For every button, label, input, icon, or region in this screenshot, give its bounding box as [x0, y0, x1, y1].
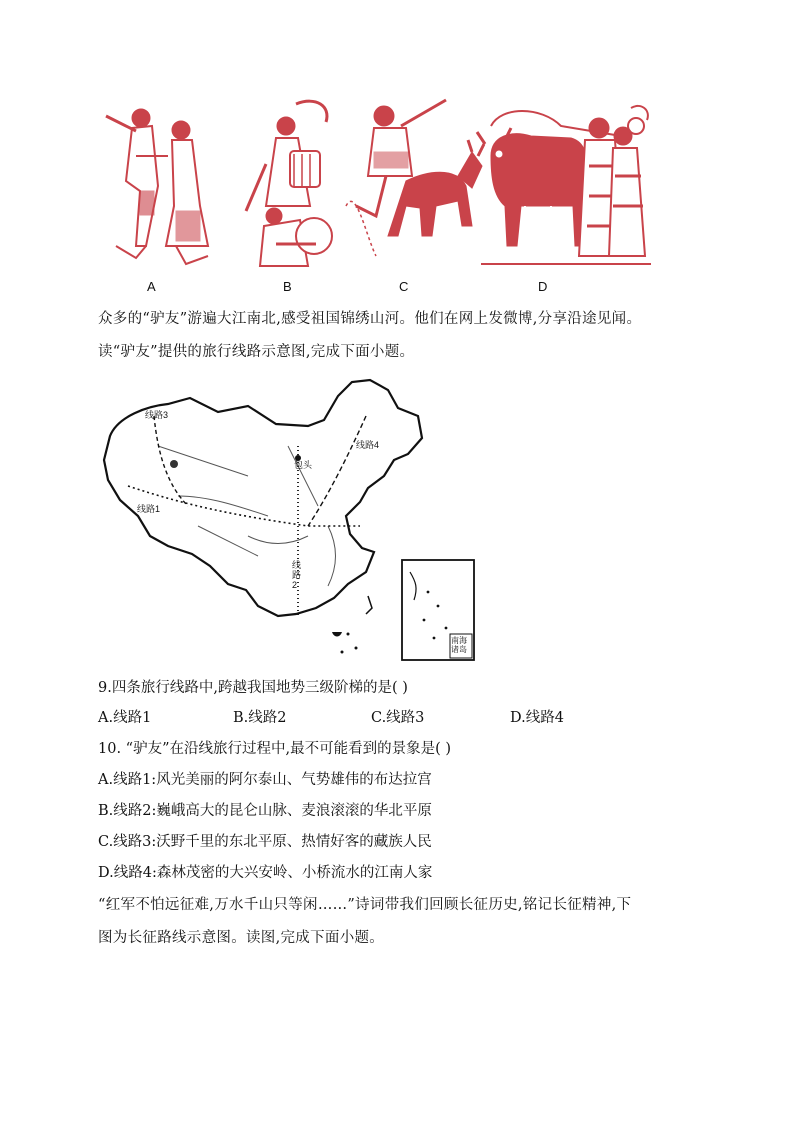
- question-9-option-c[interactable]: C.线路3: [371, 710, 425, 726]
- map-label-route1: 线路1: [137, 504, 161, 514]
- outro-line-1: “红军不怕远征难,万水千山只等闲……”诗词带我们回顾长征历史,铭记长征精神,下: [98, 897, 632, 913]
- figure-label-c: C: [399, 279, 409, 294]
- figure-label-d: D: [538, 279, 548, 294]
- figure-label-b: B: [283, 279, 292, 294]
- map-label-city: 包头: [294, 460, 313, 470]
- map-label-route4: 线路4: [356, 440, 380, 450]
- paper-cut-couple-icon: [106, 109, 208, 264]
- question-9-option-d[interactable]: D.线路4: [510, 710, 564, 726]
- outro-line-2: 图为长征路线示意图。读图,完成下面小题。: [98, 930, 385, 946]
- paper-cut-figures: [96, 96, 656, 272]
- paper-cut-drum-dancer-icon: [246, 101, 332, 266]
- question-9-option-b[interactable]: B.线路2: [233, 710, 287, 726]
- figure-label-a: A: [147, 279, 156, 294]
- question-9-option-a[interactable]: A.线路1: [98, 710, 152, 726]
- intro-line-2: 读“驴友”提供的旅行线路示意图,完成下面小题。: [98, 344, 415, 360]
- paper-cut-yak-icon: [477, 106, 651, 264]
- question-9-stem: 9.四条旅行线路中,跨越我国地势三级阶梯的是( ): [98, 680, 408, 696]
- map-label-route2: 线路2: [292, 560, 302, 590]
- map-label-route3: 线路3: [145, 410, 169, 420]
- question-10-option-b[interactable]: B.线路2:巍峨高大的昆仑山脉、麦浪滚滚的华北平原: [98, 803, 432, 819]
- intro-line-1: 众多的“驴友”游遍大江南北,感受祖国锦绣山河。他们在网上发微博,分享沿途见闻。: [98, 311, 642, 327]
- map-inset-label: 南海诸岛: [451, 636, 467, 654]
- question-10-option-d[interactable]: D.线路4:森林茂密的大兴安岭、小桥流水的江南人家: [98, 865, 433, 881]
- question-10-option-c[interactable]: C.线路3:沃野千里的东北平原、热情好客的藏族人民: [98, 834, 432, 850]
- question-10-stem: 10. “驴友”在沿线旅行过程中,最不可能看到的景象是( ): [98, 741, 452, 757]
- paper-cut-rider-icon: [346, 100, 484, 256]
- question-10-option-a[interactable]: A.线路1:风光美丽的阿尔泰山、气势雄伟的布达拉宫: [98, 772, 432, 788]
